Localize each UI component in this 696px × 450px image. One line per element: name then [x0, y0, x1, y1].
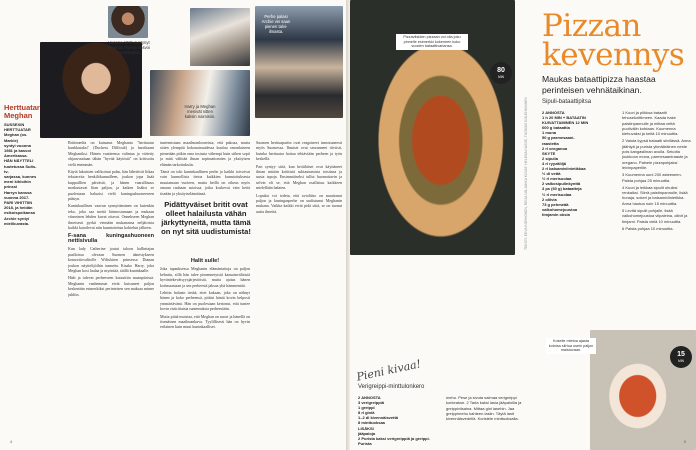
- step: 3 Kuumenna uuni 200 asteeseen. Paista pohjaa 25 minuuttia.: [622, 172, 682, 183]
- photo-meghan-portrait: [40, 42, 142, 138]
- sidebar-line: tuotetussa Suits-tv-: [4, 163, 37, 174]
- sidebar-heading: Herttuatar Meghan: [4, 103, 40, 120]
- ingredient: 3 verigreippiä: [358, 400, 385, 406]
- sidebar-line: esikoispoikansa: [4, 210, 35, 216]
- ingredient: 2 rl balsamiviinietikkaa: [542, 166, 586, 172]
- ingredient: ½ rl merisuolaa: [542, 191, 572, 197]
- sidebar-line: mielikuvasta.: [4, 220, 30, 226]
- caption-harry: Harry ja Meghan menivät sitten kaksin naimisiin.: [184, 104, 216, 119]
- sidebar-line: PARI VIHITTIIN: [4, 200, 33, 206]
- badge-number: 15: [677, 351, 685, 358]
- ingredient: timjamin oksia: [542, 211, 570, 217]
- recipe1-steps: [622, 110, 692, 320]
- sidebar-line: meni kihloihin prinssi: [4, 179, 31, 190]
- col2-paragraphs: [160, 140, 250, 196]
- paragraph: Kun lady Catherine joutui taloon hallintajan paalloissa olevaan Suomen äänestykseen konsortiovaltiolle Wiltshiren prinsessa Dianan joukon näyttelijöihin tunnettu Kisako Harry, joka Meghan kosi laulaa ja myöntää, täällä kuninkaalle.: [68, 246, 154, 273]
- time-badge-pizza: [490, 62, 512, 84]
- photo-meghan-young: [108, 6, 148, 38]
- ingredient: 2 oliivia: [542, 196, 557, 202]
- ingredient: 1 h 20 MIN + BATAATIN: [542, 115, 586, 121]
- col3-paragraphs: [256, 140, 342, 214]
- ingredient: 2 ANNOSTA: [358, 395, 381, 400]
- sidebar-line: Harryn kanssa: [4, 189, 32, 195]
- page-number-left: 4: [10, 439, 13, 444]
- col2-after: [160, 266, 250, 329]
- ingredient: 1 muna: [542, 130, 557, 136]
- ingredient: 8 rl giniä: [358, 410, 375, 416]
- ingredient: 1–2 dl kivennäisvettä: [358, 415, 399, 421]
- ingredient: 3 ps (60 g) bataatteja: [542, 186, 582, 192]
- article-column-3: [256, 140, 342, 440]
- sidebar-line: HÄN NÄYTTELI: [4, 158, 34, 164]
- ingredient: jääpaloja: [358, 430, 376, 436]
- photo-tag-drink: Kokeile mietoa ajasta kotoisa siirtoa usein paljon maistuvaan.: [546, 338, 596, 354]
- ingredient: KUIVATTAMINEN 12 MIN: [542, 120, 589, 126]
- ingredient: 2 sipulia: [542, 155, 559, 161]
- caption-perho: Perhe palasi Archie vei saan pienen talvi- ilmasta.: [261, 14, 291, 34]
- sidebar-line: vuonna 2017.: [4, 194, 30, 200]
- step: 1 Kuori ja pilkkoa bataatti tehosekoittimeen. Kaada hake paistinpannulle ja mittaa vettä puolivälin kohtaan. Kuumenna kiehuvaksi ja keitä 10 minuuttia.: [622, 110, 679, 137]
- ingredient: 2 Purista kaksi verigreippiä ja greippi. Purista: [358, 435, 430, 446]
- right-page: [350, 0, 696, 450]
- paragraph: Häät ja tulevat perheeseen kutsuttiin maanpiirissä. Meghanin vanhemmat eivät kutsuneet paljon keskenään esimerkiksi perinteisen sen maksaa minne juhliin.: [68, 275, 154, 297]
- title-line-2: kevennys: [542, 37, 685, 73]
- paragraph: tuntemistaan maailmanlooneista, että pakoaa, mutta sitten ylempää kokonaisuudessa kuuluu omanlaiseen pienetään pitkin oma tosiasia vähempi kuin siihen sopii ja mitä välittää ilman sopimattomien ja yksityisen elämän tarkoituksiin.: [160, 140, 250, 167]
- ingredient: 2 valkosipulinkynttä: [542, 181, 581, 187]
- paragraph: Tämä on toki kuninkaallinen perhe ja kaikki toivoivat vain kunnollista tietoa kaikkien kunnioituksesta muutamaan vuoteen, mutta heillä on oikeus myös omaan rauhaan asioissa, jotka koskevat vain heitä itseään ja yksityiselämäänsä.: [160, 169, 250, 196]
- article-column-1: [68, 140, 154, 440]
- ingredient: 4 rl ryyzäliljä: [542, 160, 567, 166]
- ingredient: 2 rl oreganoa: [542, 145, 568, 151]
- sidebar-line: 2018, ja heidän: [4, 205, 33, 211]
- sidebar-line: SUSSEXIN: [4, 122, 25, 127]
- ingredient: 73 g pehmeää: [542, 201, 569, 207]
- ingredient: 50 g parmesaani-: [542, 135, 575, 141]
- ingredient: LISÄKSI: [358, 425, 374, 431]
- ingredient: 8 minttuoksaa: [358, 420, 385, 426]
- ingredient: valkohomejuustoa: [542, 206, 578, 212]
- sidebar-line: Amerikassa.: [4, 153, 28, 159]
- sidebar-line: HERTTUATAR: [4, 127, 31, 133]
- photo-couple-archie: [190, 8, 250, 66]
- paragraph: Lehtiin halusin tietää, ettei kukaan, joka on nähnyt hänen ja koko perheensä, pitäisi häntä kovin helposti ymmärtävänä. Hän on puolestaan kertonut, että tuntee kovin ristiriitaisia tuntemuksia perheestään.: [160, 290, 250, 312]
- pull-quote: Pidättyväiset britit ovat olleet halailusta vähän järkyttyneitä, mutta tämä on nyt sitä uudistumista!: [161, 200, 251, 236]
- col1-heading: F-sana kuningashuoneen nettisivulla: [68, 232, 154, 244]
- title-line-1: Pizzan: [542, 8, 641, 44]
- col1-after: [68, 246, 154, 297]
- recipe2-ingredients: [358, 395, 442, 446]
- step: 6 Paista pohjaa 10 minuuttia.: [622, 225, 674, 231]
- sidebar-line: sarjassa, kunnes: [4, 174, 37, 180]
- page-number-right: 5: [683, 439, 686, 444]
- ingredient: raastetta: [542, 140, 559, 146]
- sidebar-line: Meghan (os. Markle): [4, 132, 28, 143]
- recipe-title: [542, 8, 692, 73]
- step: 4 Kuori ja leikkaa sipulit ohuiksi renkaiksi. Siirrä paistinpannulle, lisää hunaja, sokeri ja balsamiviinietikka. Anna hautua noin 15 minuuttia.: [622, 184, 688, 206]
- ingredient: SKYTE: [542, 150, 556, 156]
- sidebar-line: Archie syntyi: [4, 215, 30, 221]
- ingredient: 600 g bataattia: [542, 125, 570, 131]
- ingredient: ½ rl merisuolaa: [542, 176, 572, 182]
- paragraph: Pari syntyy siitä, kun brittiläiset ovat käyttäneet ilman mitään kriittistä suhtautumista toisiinsa ja uusia tapoja. Ensimmäiseksi tullut huomattavin ja selvin oli se, että Meghan osallistuu kaikkeen mielellään halaten.: [256, 163, 342, 191]
- badge-number: 80: [497, 67, 505, 74]
- col2-heading: Halit sulle!: [190, 258, 220, 264]
- sidebar-line: syntyi vuonna: [4, 142, 31, 148]
- recipe2-script-title: Pieni kivaa!: [355, 357, 423, 384]
- recipe1-ingredients: [542, 110, 614, 217]
- photo-harry-meghan: [150, 70, 250, 136]
- badge-unit: MIN: [498, 75, 504, 79]
- ingredient: 1 greippi: [358, 405, 375, 411]
- ingredient: 2 ANNOSTA: [542, 110, 565, 115]
- col1-paragraphs: [68, 140, 154, 231]
- sidebar-line: 1981 ja kasvoi: [4, 148, 31, 154]
- paragraph: Mutta pitää muistaa, että Meghan on nuori ja hänellä on itsenäinen maailmankuva. Tyylillisesti hän on hyvin erilainen kuin muut kuninkaalliset.: [160, 313, 250, 330]
- ingredient: ½ dl vettä: [542, 171, 561, 177]
- sidebar-text: [4, 122, 40, 226]
- paragraph: Käytä lukuisten valikoinut palas, hän lähettivät liikaa tekstareita henkilökunnalleen, joukon jopa lisää kuppaillien päiväsiä, ja hänen vaarallisuus matkustavat liian paljon, ja kaiken lisäksi se puolestaan haluaisi vielä kuningashuoneeseen pääsyn.: [68, 169, 154, 202]
- time-badge-drink: [670, 346, 692, 368]
- badge-unit: MIN: [678, 359, 684, 363]
- paragraph: Brittimedia on kutsunut Meghania "herttuatar kunkkuiaksi" (Duchess Difficult) ja harrikaani Meghaniksi. Hänen vaatteensa valintaa ja väitetty ohjaavuuttaan tähän "hyvää käytöstä" on kritisoitu vielä enemmän.: [68, 140, 154, 167]
- lead-text: Maukas bataattipizza haastaa perinteisen vehnätaikinan.: [542, 74, 656, 95]
- step: 2 Valuta kypsä bataatti siivilässä. Anna jäähtyä ja purista ylimääräinen neste pois kangasliinan avulla. Sekoita joukkoon muna, parmesaaniraaste ja oregano. Painele pizzapohjaksi leivinpaperille.: [622, 138, 691, 170]
- recipe2-title: Verigreippi-minttulonkero: [358, 384, 425, 390]
- left-page: [0, 0, 346, 450]
- recipe1-title: Sipuli-bataattipitsa: [542, 99, 592, 105]
- paragraph: Joka tapauksessa Meghanin elämäntaitoja on paljon kehuttu, sillä hän tulee pimennetyistä kansainvälisistä hyväntekeväisyysjärjestöistä, mutta ajatus hänen kotimaastaan ja sen perheestä jaksaa yhä hämmentää.: [160, 266, 250, 288]
- paragraph: Lopuksi voi todeta, että avioliitto on muuttanut paljon ja kuningasperhe on uudistunut Meghanin mukana. Vaikka kaikki eivät pidä siitä, se on tuonut uutta ilmettä.: [256, 192, 342, 214]
- vertical-credit: TEKSTI: EEVA KORHONEN, REIJA VALJAKKA KUVAT: HELENA HASSE, TUOMAS KOLEHMAINEN: [524, 97, 528, 250]
- paragraph: Kuninkaallisen vaavan synnyttäminen on kutenkin teko, joka saa meitä kiinnostamaan ja mukaan viimeinen lehden kuvat ottavat. Onnekseen Meghan ilmeisesti pyrkii viemään mukanansa neljätoista kaikki katoilevat niin kunnioitetun kohtelun jälkeen.: [68, 203, 154, 231]
- caption-vuonna: Vuonna 1981 syntynyt Meghan Markle kasvoi Amerikassa.: [108, 40, 150, 55]
- photo-tag-pizza: Pizzavitsiden pizzaan voi olla joku pinnelle esimerkki kokeneen koko vuoden bataattivariansa.: [396, 34, 468, 50]
- paragraph: Suomen herttuapariin ovat reagoineet innostuneesti myös Suomessa. Ihmiset ovat seuranneet tiiviisti, kuinka herttuatar hoitaa tehtäviään perheen ja työn keskellä.: [256, 140, 342, 162]
- article-column-2: [160, 140, 250, 440]
- recipe2-steps: mehu. Pese ja sivuta saimaa verigreippi korkeakse. 2 Tarta kaksi lasia jääpaloilla ja greippiviisaina. Mittaa gini lasehin. Jaa greippimehu kahteen lasiin. Täytä lasit kivennäisvedellä. Koristele minttuoksalla.: [446, 395, 522, 422]
- step: 5 Levitä sipulit pohjalle, lisää valkohomejuustoa viipaleina, oliivit ja timjami. Paista vielä 10 minuuttia.: [622, 208, 688, 224]
